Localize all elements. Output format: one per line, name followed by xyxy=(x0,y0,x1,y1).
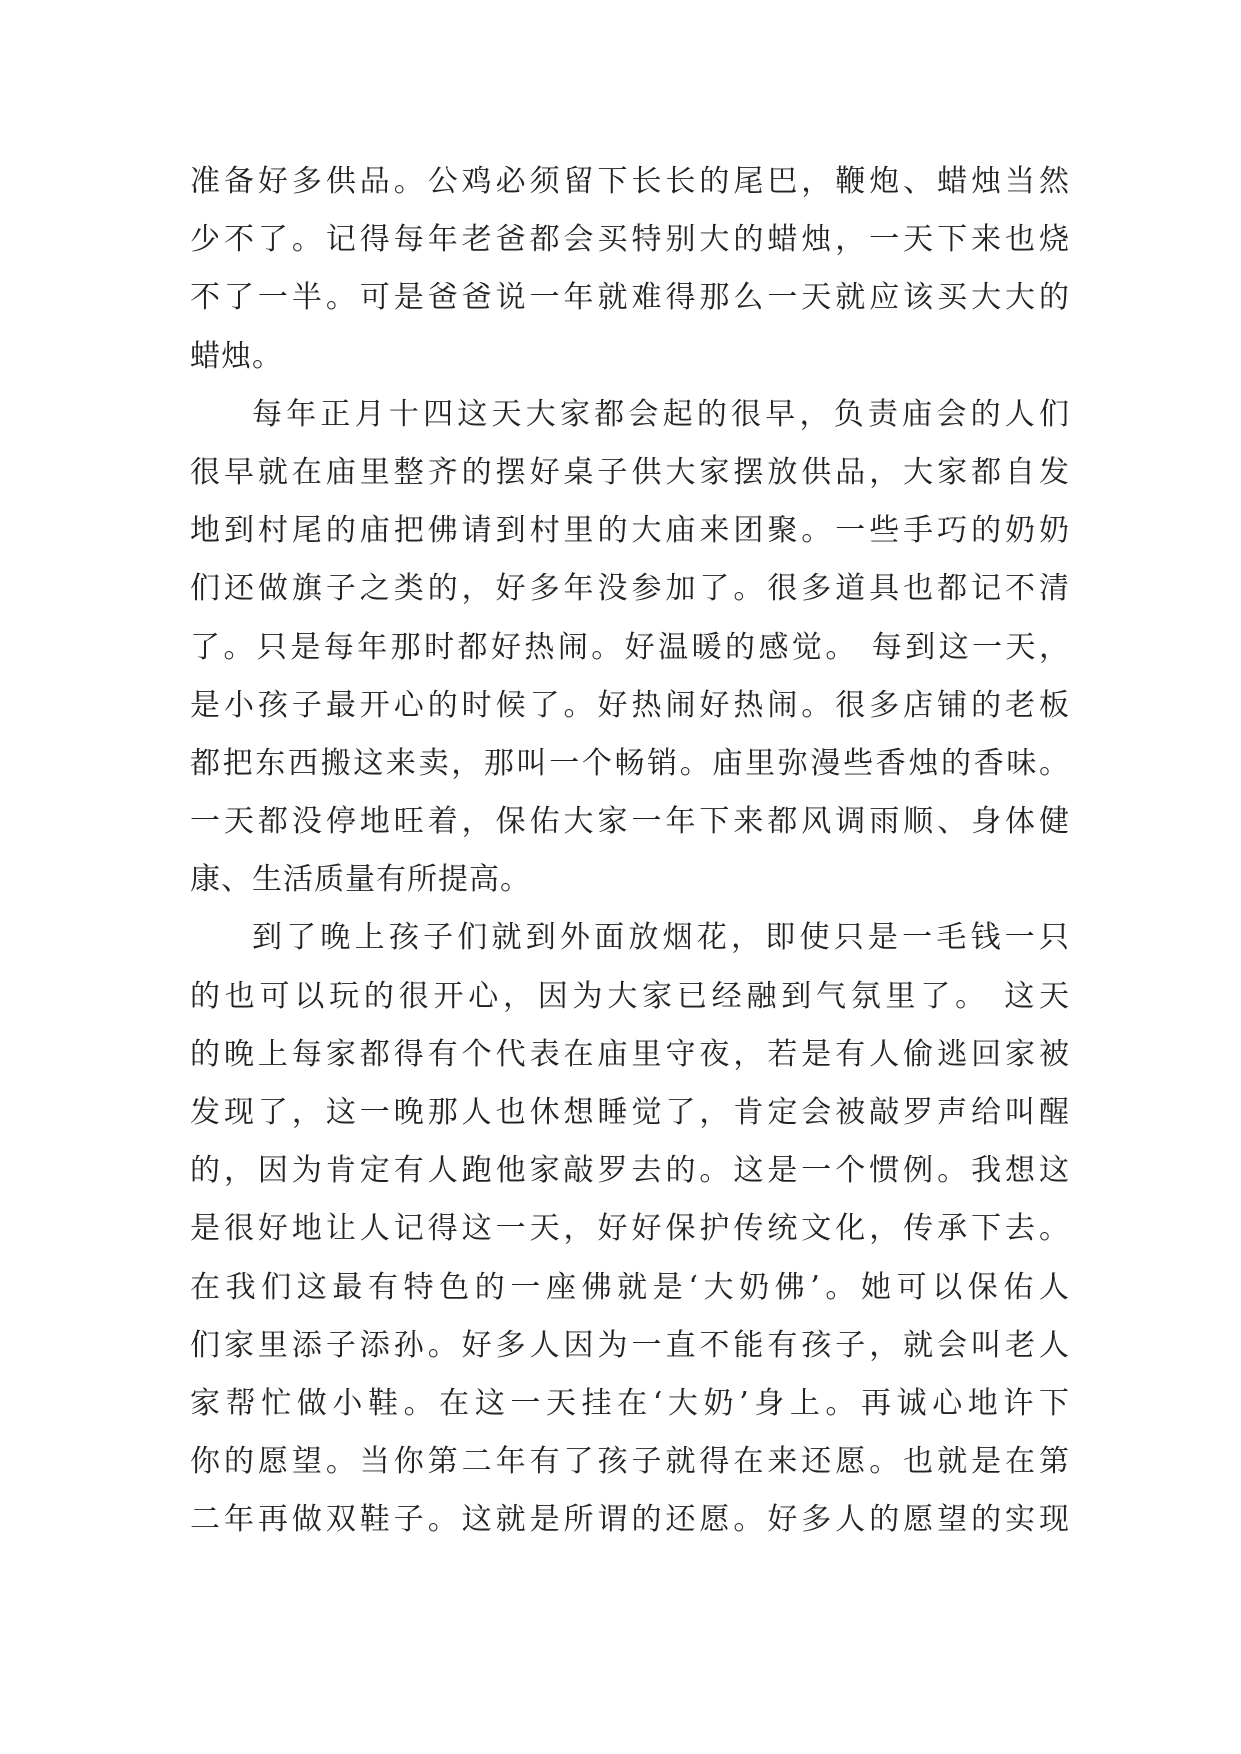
text-line: 都把东西搬这来卖，那叫一个畅销。庙里弥漫些香烛的香味。 xyxy=(190,745,1070,781)
text-line: 到了晚上孩子们就到外面放烟花，即使只是一毛钱一只 xyxy=(252,920,1070,956)
text-line: 每年正月十四这天大家都会起的很早，负责庙会的人们 xyxy=(252,396,1070,432)
text-line: 的也可以玩的很开心，因为大家已经融到气氛里了。 这天 xyxy=(190,978,1070,1014)
text-line: 在我们这最有特色的一座佛就是‘大奶佛’。她可以保佑人 xyxy=(190,1269,1070,1305)
text-line: 是很好地让人记得这一天，好好保护传统文化，传承下去。 xyxy=(190,1211,1070,1247)
text-line: 你的愿望。当你第二年有了孩子就得在来还愿。也就是在第 xyxy=(190,1444,1070,1480)
text-line: 是小孩子最开心的时候了。好热闹好热闹。很多店铺的老板 xyxy=(190,687,1070,723)
text-line: 们还做旗子之类的，好多年没参加了。很多道具也都记不清 xyxy=(190,571,1070,607)
text-line: 们家里添子添孙。好多人因为一直不能有孩子，就会叫老人 xyxy=(190,1327,1070,1363)
text-line: 的晚上每家都得有个代表在庙里守夜，若是有人偷逃回家被 xyxy=(190,1036,1070,1072)
text-line: 地到村尾的庙把佛请到村里的大庙来团聚。一些手巧的奶奶 xyxy=(190,513,1070,549)
text-line: 少不了。记得每年老爸都会买特别大的蜡烛，一天下来也烧 xyxy=(190,222,1070,258)
text-line: 康、生活质量有所提高。 xyxy=(190,862,531,898)
text-line: 家帮忙做小鞋。在这一天挂在‘大奶’身上。再诚心地许下 xyxy=(190,1385,1070,1421)
text-line: 很早就在庙里整齐的摆好桌子供大家摆放供品，大家都自发 xyxy=(190,454,1070,490)
text-line: 的，因为肯定有人跑他家敲罗去的。这是一个惯例。我想这 xyxy=(190,1153,1070,1189)
text-line: 发现了，这一晚那人也休想睡觉了，肯定会被敲罗声给叫醒 xyxy=(190,1095,1070,1130)
text-line: 一天都没停地旺着，保佑大家一年下来都风调雨顺、身体健 xyxy=(190,804,1070,840)
text-line: 准备好多供品。公鸡必须留下长长的尾巴，鞭炮、蜡烛当然 xyxy=(190,164,1070,199)
text-line: 二年再做双鞋子。这就是所谓的还愿。好多人的愿望的实现 xyxy=(190,1502,1070,1538)
text-line: 蜡烛。 xyxy=(190,338,283,374)
text-line: 了。只是每年那时都好热闹。好温暖的感觉。 每到这一天， xyxy=(190,629,1070,665)
text-line: 不了一半。可是爸爸说一年就难得那么一天就应该买大大的 xyxy=(190,280,1070,316)
body-text xyxy=(190,153,1070,1550)
